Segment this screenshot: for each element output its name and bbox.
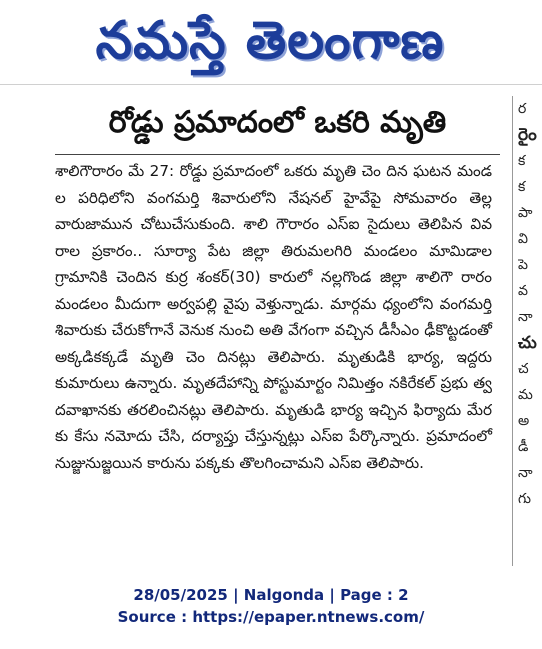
side-fragment: చు (518, 333, 537, 353)
side-fragment: అ (518, 413, 530, 429)
side-fragment: పా (518, 205, 533, 221)
masthead (0, 0, 542, 90)
article (55, 96, 500, 566)
side-fragment: డీ (518, 439, 529, 455)
side-fragment: మ (518, 387, 533, 403)
headline-divider (55, 154, 500, 155)
article-body: శాలిగౌరారం మే 27: రోడ్డు ప్రమాదంలో ఒకరు మృతి చెం దిన ఘటన మండల పరిధిలోని వంగమర్తి శివారులోని నేషనల్ హైవేపై సోమవారం తెల్లవారుజామున చోటుచేసుకుంది. శాలి గౌరారం ఎస్ఐ సైదులు తెలిపిన వివరాల ప్రకారం.. సూర్యా పేట జిల్లా తిరుమలగిరి మండలం మామిడాల గ్రామానికి చెందిన కుర్ర శంకర్(30) కారులో నల్లగొండ జిల్లా శాలిగౌ రారం మండలం మీదుగా అర్వపల్లి వైపు వెళ్తున్నాడు. మార్గమ ధ్యంలోని వంగమర్తి శివారుకు చేరుకోగానే వెనుక నుంచి అతి వేగంగా వచ్చిన డీసీఎం ఢీకొట్టడంతో అక్కడికక్కడే మృతి చెం దినట్లు తెలిపారు. మృతుడికి భార్య, ఇద్దరు కుమారులు ఉన్నారు. మృతదేహాన్ని పోస్టుమార్టం నిమిత్తం నకిరేకల్ ప్రభు త్వ దవాఖానకు తరలించినట్లు తెలిపారు. మృతుడి భార్య ఇచ్చిన ఫిర్యాదు మేరకు కేసు నమోదు చేసి, దర్యాప్తు చేస్తున్నట్లు ఎస్ఐ పేర్కొన్నారు. ప్రమాదంలో నుజ్జునుజ్జయిన కారును పక్కకు తొలగించామని ఎస్ఐ తెలిపారు. (55, 162, 492, 472)
source-link[interactable]: Source : https://epaper.ntnews.com/ (117, 608, 425, 626)
article-headline: రోడ్డు ప్రమాదంలో ఒకరి మృతి (108, 105, 447, 140)
side-fragment: రైం (518, 125, 537, 145)
side-fragment: వి (518, 231, 528, 247)
edition-info: 28/05/2025 | Nalgonda | Page : 2 (133, 586, 409, 604)
side-fragment: నా (518, 465, 533, 481)
side-fragment: పె (518, 257, 528, 273)
side-fragment: ర (518, 101, 527, 117)
page-footer (0, 584, 542, 634)
column-divider (512, 96, 513, 566)
newspaper-logo: నమస్తే తెలంగాణ (95, 11, 445, 71)
masthead-divider (0, 84, 542, 85)
side-fragment: వ (518, 283, 528, 299)
side-fragment: చ (518, 361, 529, 377)
adjacent-article-fragment (518, 96, 542, 566)
side-fragment: క (518, 179, 526, 195)
side-fragment: నా (518, 309, 533, 325)
side-fragment: గు (518, 491, 532, 507)
side-fragment: క (518, 153, 526, 169)
